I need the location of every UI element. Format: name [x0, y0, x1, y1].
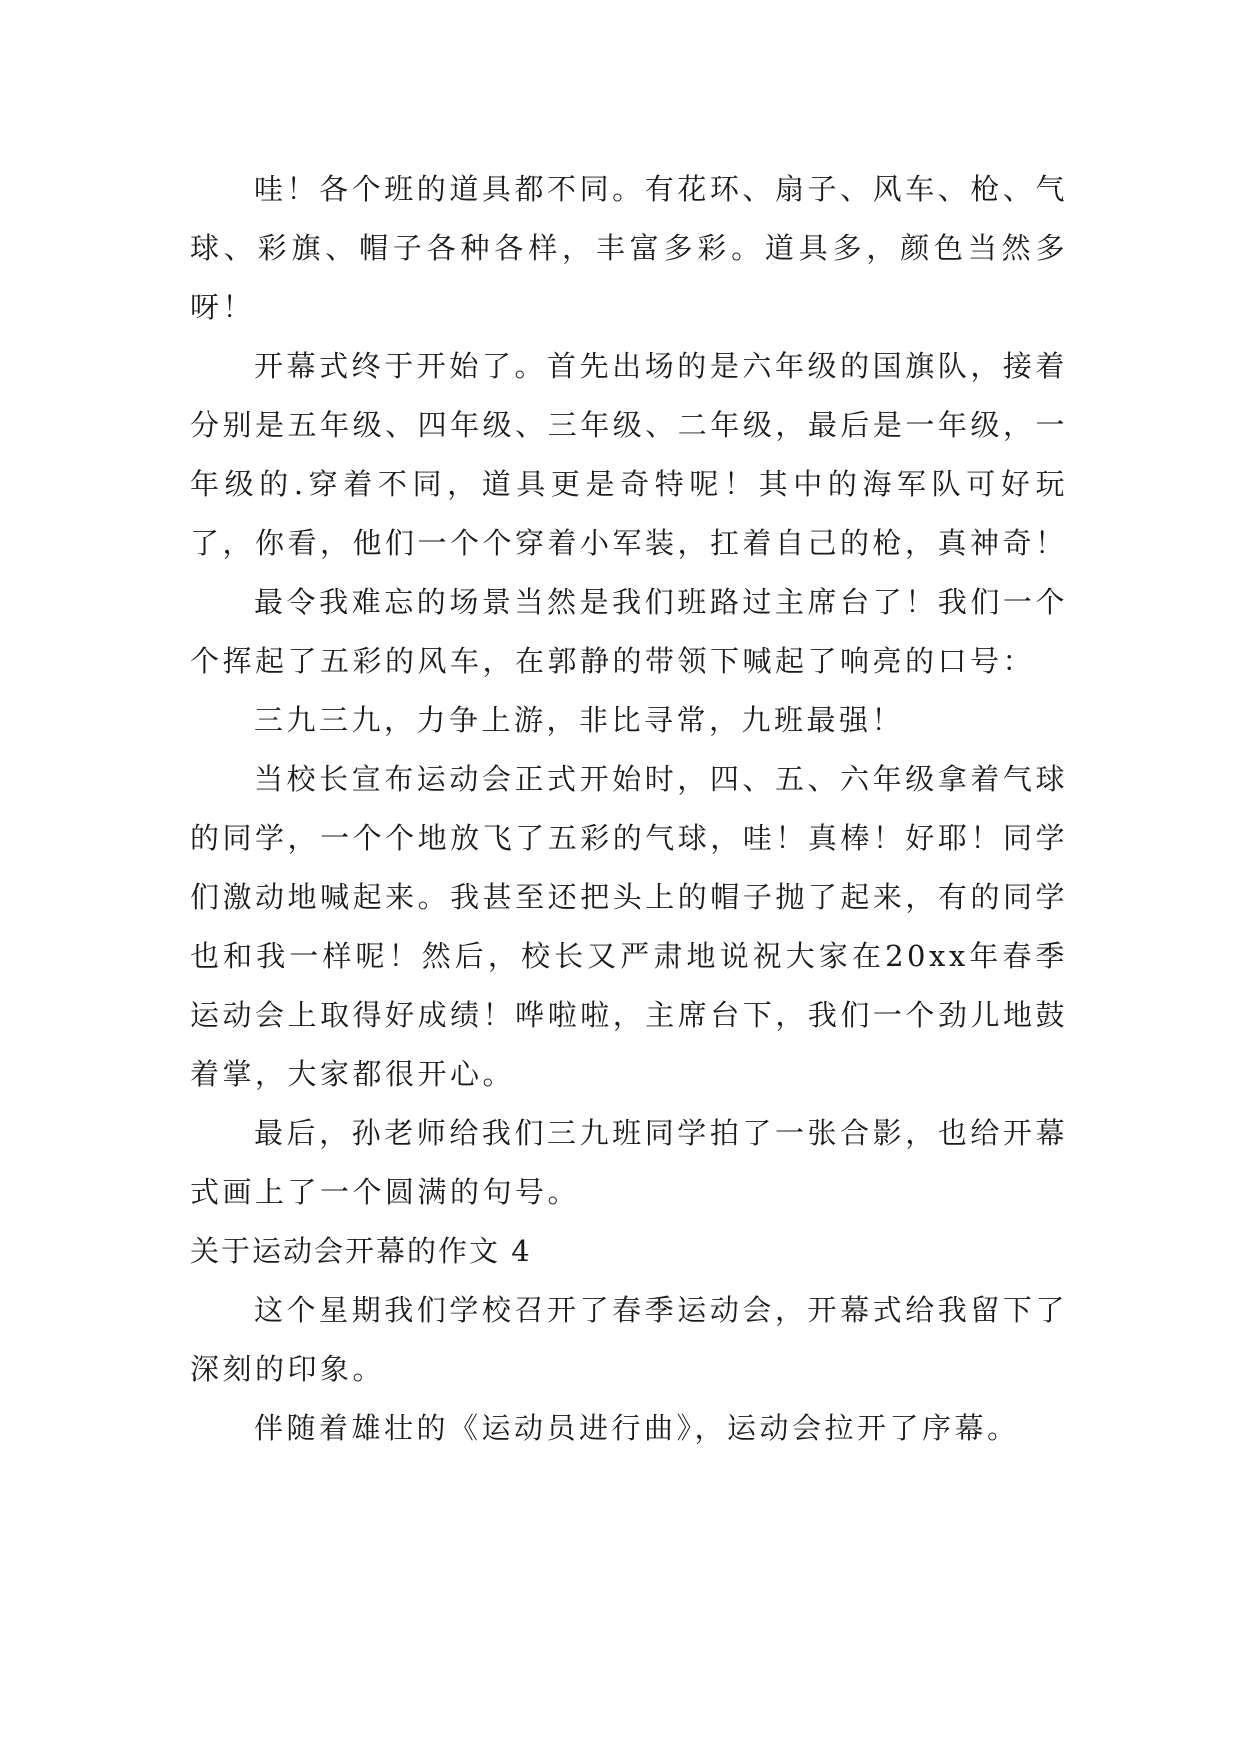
paragraph-opening-ceremony: 开幕式终于开始了。首先出场的是六年级的国旗队，接着分别是五年级、四年级、三年级、二年级，最后是一年级，一年级的.穿着不同，道具更是奇特呢！其中的海军队可好玩了，你看，他们一个个穿着小军装，扛着自己的枪，真神奇！	[190, 349, 1068, 560]
paragraph-group-photo: 最后，孙老师给我们三九班同学拍了一张合影，也给开幕式画上了一个圆满的句号。	[190, 1116, 1068, 1209]
paragraph-march: 伴随着雄壮的《运动员进行曲》，运动会拉开了序幕。	[254, 1411, 1020, 1445]
section-heading: 关于运动会开幕的作文 4	[190, 1234, 532, 1268]
document-body	[190, 160, 1068, 1458]
paragraph-props: 哇！各个班的道具都不同。有花环、扇子、风车、枪、气球、彩旗、帽子各种各样，丰富多彩。道具多，颜色当然多呀！	[190, 172, 1068, 324]
paragraph-slogan: 三九三九，力争上游，非比寻常，九班最强！	[254, 703, 905, 737]
paragraph-spring-games: 这个星期我们学校召开了春季运动会，开幕式给我留下了深刻的印象。	[190, 1293, 1068, 1386]
paragraph-balloons: 当校长宣布运动会正式开始时，四、五、六年级拿着气球的同学，一个个地放飞了五彩的气球，哇！真棒！好耶！同学们激动地喊起来。我甚至还把头上的帽子抛了起来，有的同学也和我一样呢！然后，校长又严肃地说祝大家在20xx年春季运动会上取得好成绩！哗啦啦，主席台下，我们一个劲儿地鼓着掌，大家都很开心。	[190, 762, 1068, 1091]
paragraph-our-class: 最令我难忘的场景当然是我们班路过主席台了！我们一个个挥起了五彩的风车，在郭静的带领下喊起了响亮的口号：	[190, 585, 1068, 678]
